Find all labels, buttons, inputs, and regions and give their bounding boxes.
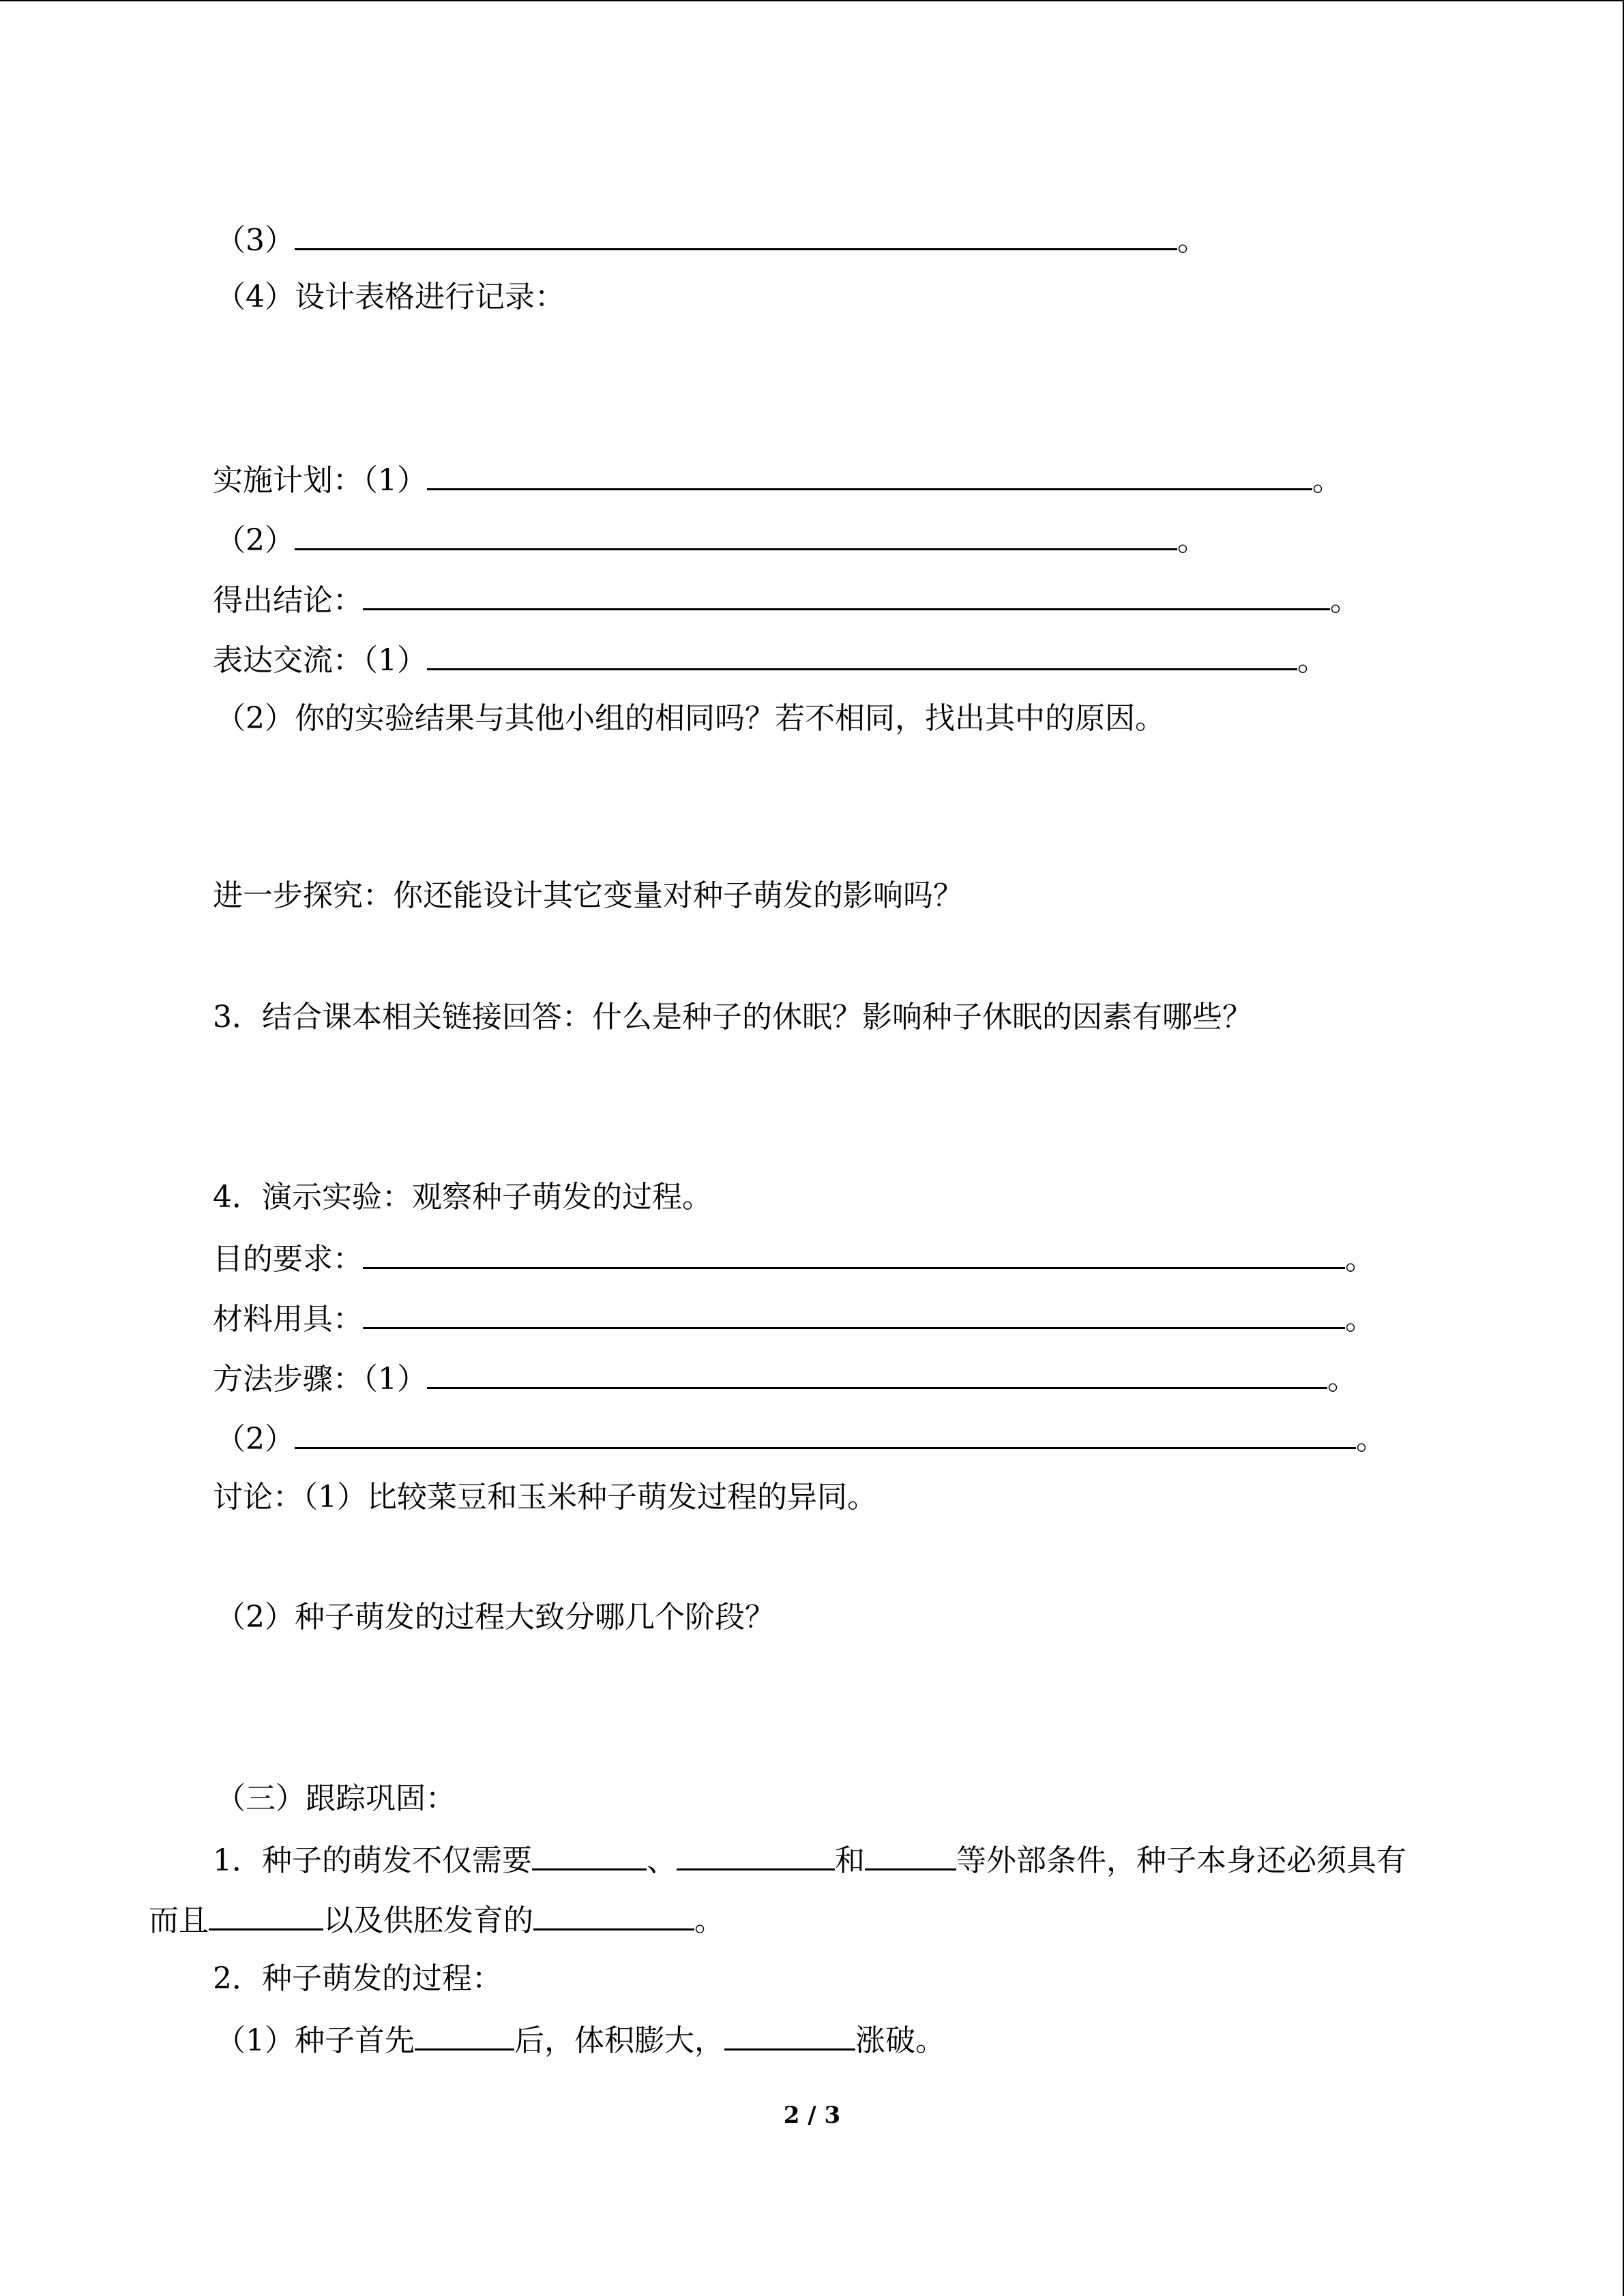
answer-blank[interactable]	[865, 1838, 956, 1870]
item-label: 方法步骤：（1）	[213, 1362, 427, 1397]
text-segment: 。	[694, 1903, 724, 1938]
answer-blank[interactable]	[363, 578, 1330, 610]
item-text: 3．结合课本相关链接回答：什么是种子的休眠？影响种子休眠的因素有哪些？	[213, 1000, 1252, 1034]
text-segment: 1．种子的萌发不仅需要	[213, 1843, 532, 1878]
answer-blank[interactable]	[295, 218, 1177, 250]
purpose-line	[213, 1237, 1375, 1280]
text-segment: 后，体积膨大，	[514, 2023, 724, 2058]
text-segment: 、	[647, 1843, 677, 1878]
answer-blank[interactable]	[533, 1898, 694, 1930]
conclusion-line	[213, 578, 1360, 621]
answer-blank[interactable]	[363, 1237, 1345, 1269]
text-segment: 而且	[149, 1903, 209, 1938]
item-label: 表达交流：（1）	[213, 643, 427, 678]
line-end: 。	[1330, 583, 1360, 618]
line-end: 。	[1312, 463, 1342, 498]
item-label: （3）	[216, 223, 295, 258]
method-step-2-line	[216, 1417, 1386, 1460]
answer-blank[interactable]	[532, 1838, 647, 1870]
item-label: （2）	[216, 1422, 295, 1457]
text-segment: 等外部条件，种子本身还必须具有	[956, 1843, 1406, 1878]
plan-step-2-line	[216, 518, 1207, 561]
item-4-line	[216, 277, 565, 318]
answer-blank[interactable]	[415, 2018, 514, 2051]
method-step-1-line	[213, 1357, 1357, 1400]
text-segment: （1）种子首先	[216, 2023, 415, 2058]
expression-1-line	[213, 638, 1327, 681]
expression-2-question	[216, 698, 1165, 739]
exercise-1-line-2	[149, 1898, 724, 1941]
materials-line	[213, 1297, 1375, 1340]
text-segment: 和	[835, 1843, 865, 1878]
item-label: 材料用具：	[213, 1302, 363, 1337]
answer-blank[interactable]	[427, 1357, 1327, 1389]
text-segment: 涨破。	[855, 2023, 945, 2058]
text-segment: 以及供胚发育的	[323, 1903, 533, 1938]
item-text: 讨论：（1）比较菜豆和玉米种子萌发过程的异同。	[213, 1480, 877, 1515]
item-text: （2）种子萌发的过程大致分哪几个阶段？	[216, 1600, 775, 1635]
item-text: （2）你的实验结果与其他小组的相同吗？若不相同，找出其中的原因。	[216, 701, 1165, 736]
item-label: 实施计划：（1）	[213, 463, 427, 498]
item-text: 4．演示实验：观察种子萌发的过程。	[213, 1180, 712, 1214]
exercise-1-line-1	[213, 1838, 1406, 1881]
item-text: 进一步探究：你还能设计其它变量对种子萌发的影响吗？	[213, 878, 963, 913]
line-end: 。	[1345, 1302, 1375, 1337]
answer-blank[interactable]	[295, 1417, 1356, 1449]
question-4-heading	[213, 1177, 712, 1218]
item-text: 2．种子萌发的过程：	[213, 1961, 502, 1996]
item-label: （2）	[216, 523, 295, 558]
answer-blank[interactable]	[724, 2018, 855, 2051]
item-text: （三）跟踪巩固：	[216, 1781, 456, 1816]
item-label: 目的要求：	[213, 1242, 363, 1277]
discussion-2	[216, 1597, 775, 1638]
answer-blank[interactable]	[363, 1297, 1345, 1329]
line-end: 。	[1356, 1422, 1386, 1457]
line-end: 。	[1345, 1242, 1375, 1277]
item-3-line	[216, 218, 1207, 261]
page-number: 2 / 3	[783, 2102, 841, 2129]
item-label: 得出结论：	[213, 583, 363, 618]
item-text: （4）设计表格进行记录：	[216, 280, 565, 314]
line-end: 。	[1327, 1362, 1357, 1397]
question-3	[213, 997, 1252, 1038]
answer-blank[interactable]	[209, 1898, 323, 1930]
plan-step-1-line	[213, 458, 1342, 501]
further-inquiry-question	[213, 876, 963, 916]
exercise-2-item-1	[216, 2018, 945, 2061]
section-3-heading	[216, 1778, 456, 1819]
exercise-2-heading	[213, 1958, 502, 1999]
line-end: 。	[1177, 223, 1207, 258]
answer-blank[interactable]	[295, 518, 1177, 550]
answer-blank[interactable]	[427, 638, 1297, 670]
line-end: 。	[1297, 643, 1327, 678]
answer-blank[interactable]	[677, 1838, 835, 1870]
discussion-1	[213, 1477, 877, 1518]
line-end: 。	[1177, 523, 1207, 558]
answer-blank[interactable]	[427, 458, 1312, 490]
